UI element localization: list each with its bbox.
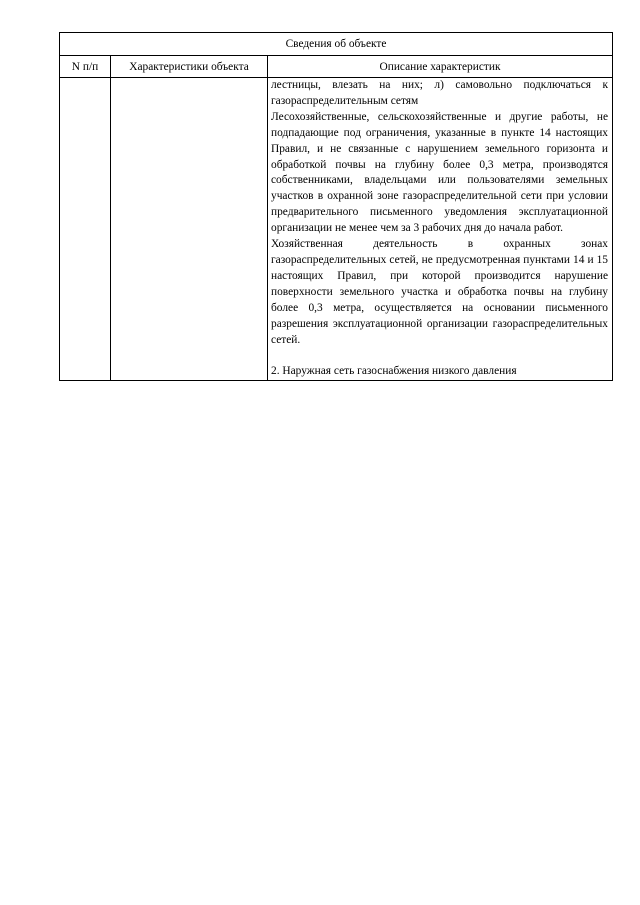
- description-paragraph-1: лестницы, влезать на них; л) самовольно подключаться к газораспределительным сетям: [271, 79, 608, 107]
- row-characteristic-cell: [111, 78, 268, 381]
- object-info-table: [59, 32, 613, 381]
- row-description-cell: [268, 78, 613, 381]
- column-header-characteristic: Характеристики объекта: [111, 56, 268, 78]
- description-paragraph-3: Хозяйственная деятельность в охранных зонах газораспределительных сетей, не предусмотренная пунктами 14 и 15 настоящих Правил, при которой производится нарушение поверхности земельного участка и обработка почвы на глубину более 0,3 метра, осуществляется на основании письменного разрешения эксплуатационной организации газораспределительных сетей.: [271, 238, 608, 346]
- table-caption-row: [60, 33, 613, 56]
- table-header-row: [60, 56, 613, 78]
- table-caption: Сведения об объекте: [60, 33, 613, 56]
- description-paragraph-2: Лесохозяйственные, сельскохозяйственные и другие работы, не подпадающие под ограничения, указанные в пункте 14 настоящих Правил, и не связанные с нарушением земельного горизонта и обработкой почвы на глубину более 0,3 метра, производятся собственниками, владельцами или пользователями земельных участков в охранной зоне газораспределительной сети при условии предварительного письменного уведомления эксплуатационной организации не менее чем за 3 рабочих дня до начала работ.: [271, 110, 608, 235]
- column-header-description: Описание характеристик: [268, 56, 613, 78]
- column-header-number: N п/п: [60, 56, 111, 78]
- description-paragraph-4: 2. Наружная сеть газоснабжения низкого давления: [271, 365, 517, 378]
- paragraph-spacer: [271, 348, 608, 364]
- row-number-cell: [60, 78, 111, 381]
- table-row: [60, 78, 613, 381]
